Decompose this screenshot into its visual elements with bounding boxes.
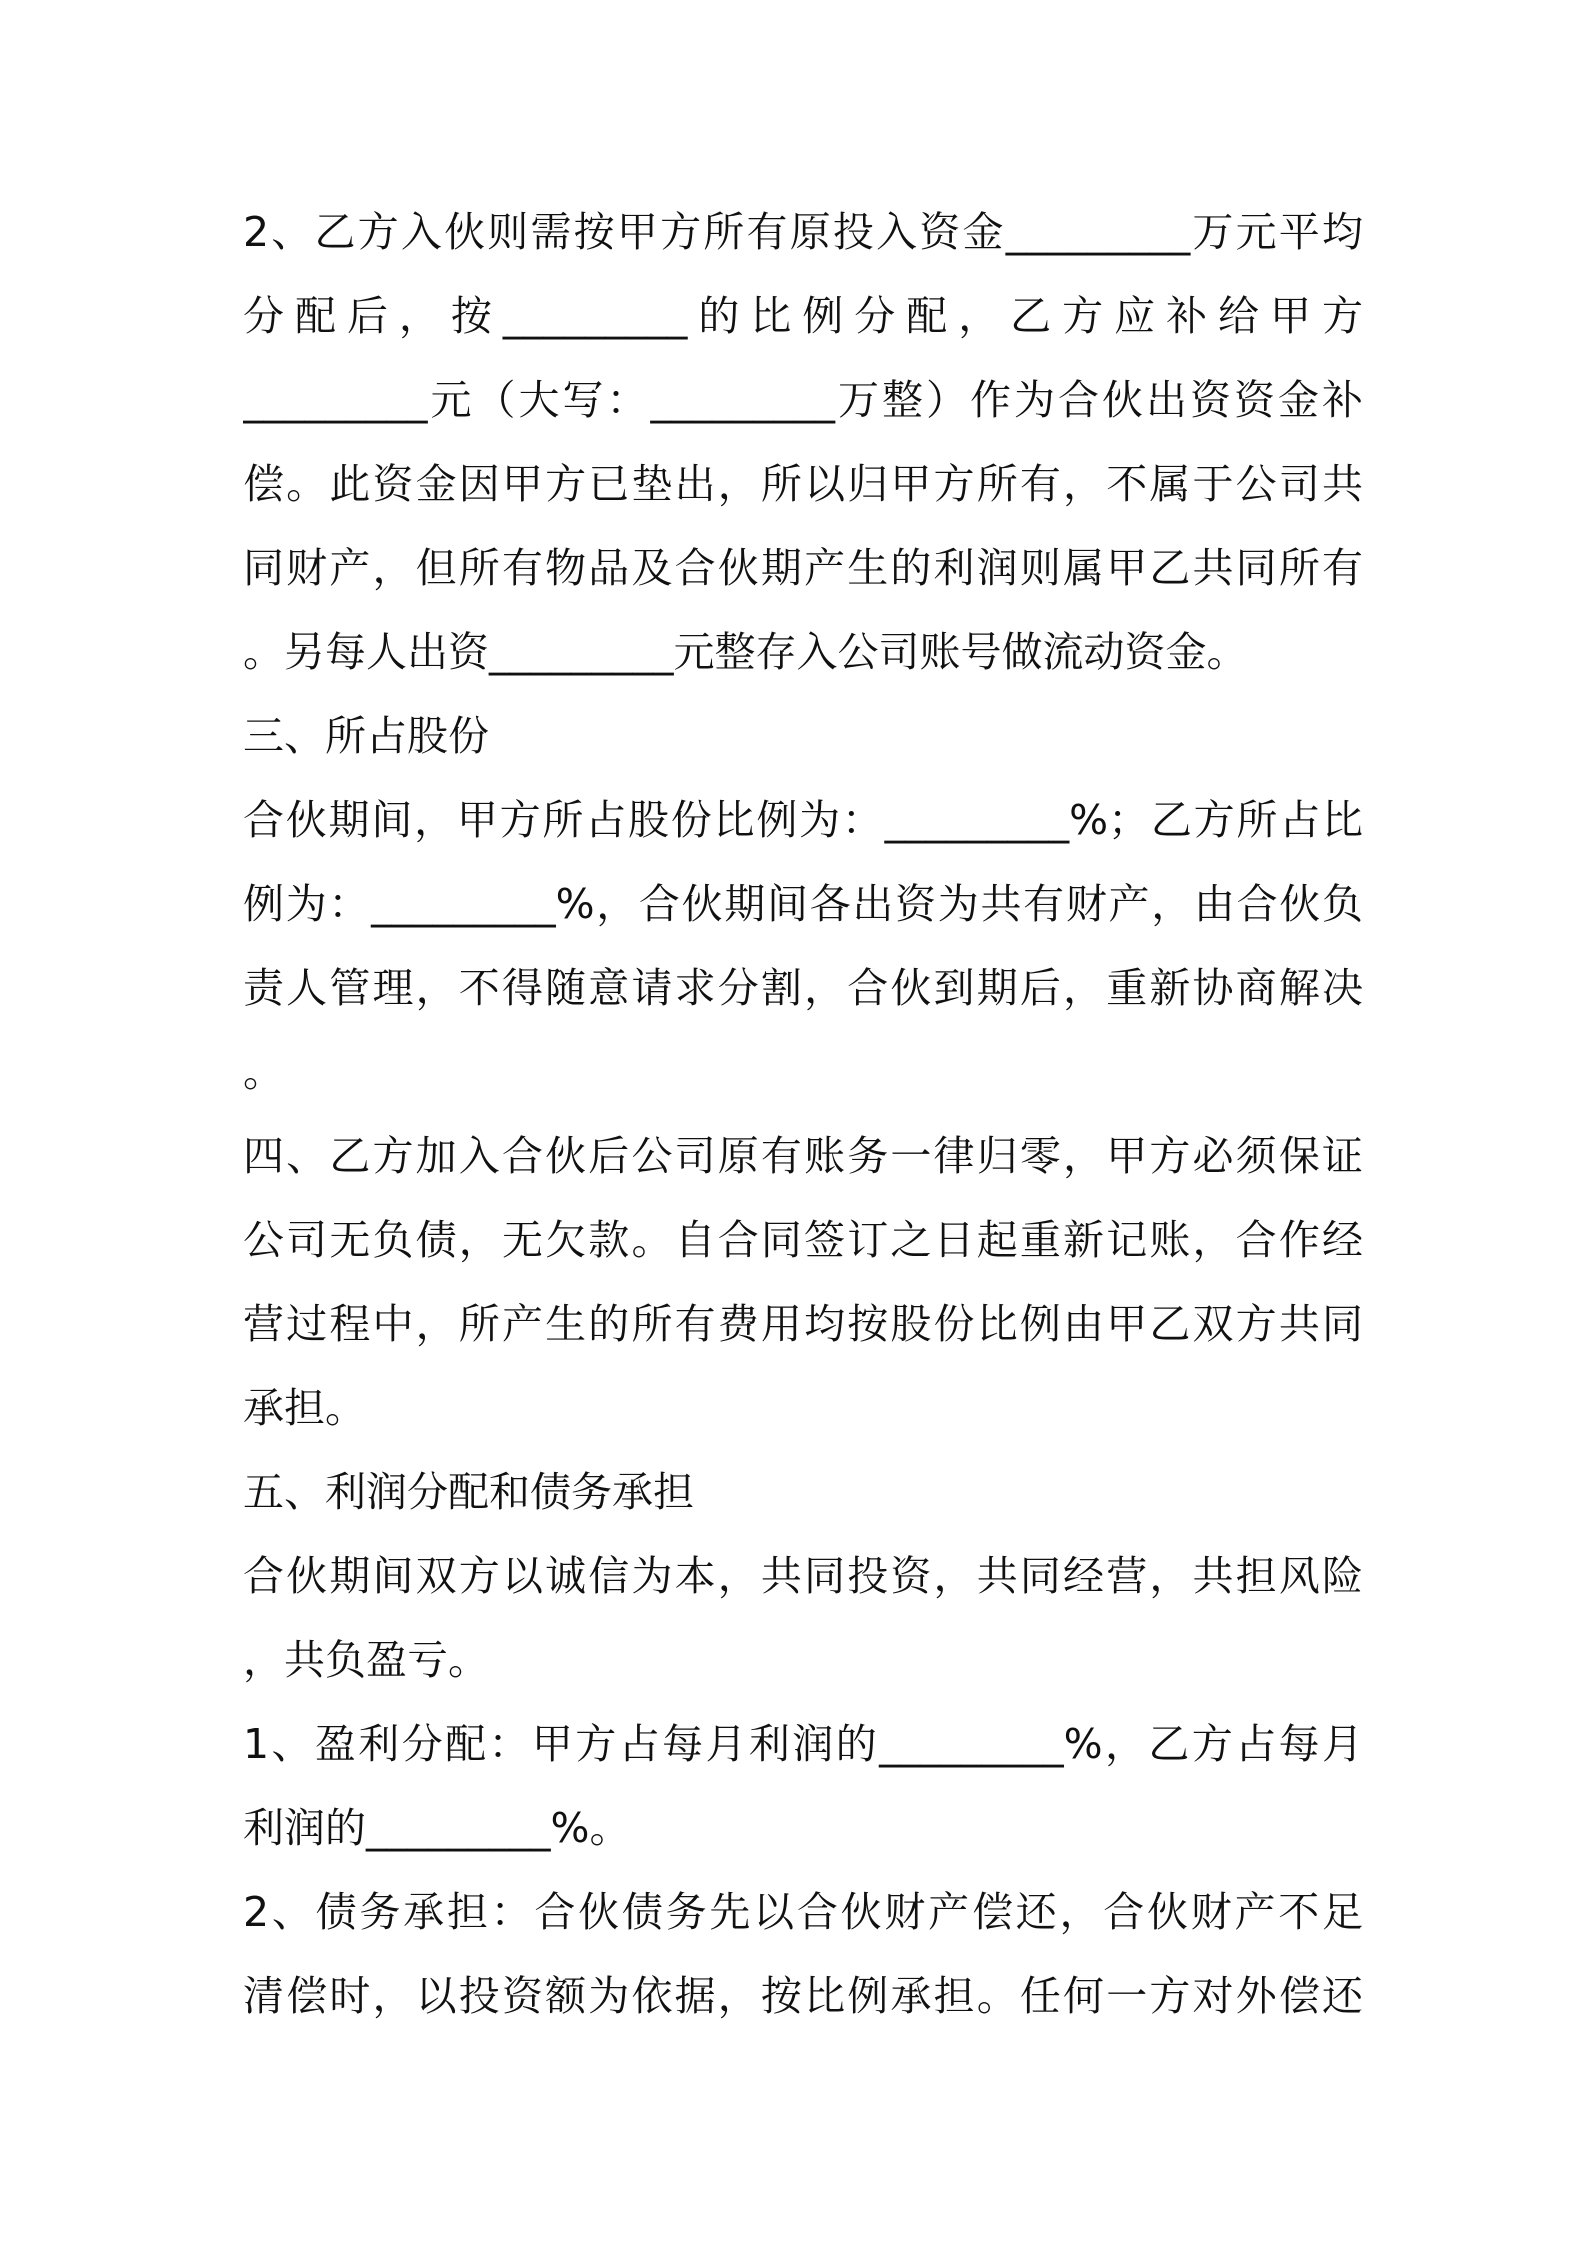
section-heading: 三、所占股份 (243, 712, 489, 760)
text-line: 1、盈利分配：甲方占每月利润的_________%，乙方占每月 (243, 1720, 1363, 1768)
text-line: 责人管理，不得随意请求分割，合伙到期后，重新协商解决 (243, 964, 1363, 1012)
text-line: 2、乙方入伙则需按甲方所有原投入资金_________万元平均 (243, 208, 1363, 256)
text-line: ，共负盈亏。 (243, 1636, 489, 1684)
section-heading: 五、利润分配和债务承担 (243, 1468, 694, 1516)
text-line: _________元（大写：_________万整）作为合伙出资资金补 (243, 376, 1363, 424)
text-line: 分配后，按_________的比例分配，乙方应补给甲方 (243, 292, 1363, 340)
text-line: 2、债务承担：合伙债务先以合伙财产偿还，合伙财产不足 (243, 1888, 1363, 1936)
text-line: 利润的_________%。 (243, 1804, 631, 1852)
text-line: 例为：_________%，合伙期间各出资为共有财产，由合伙负 (243, 880, 1363, 928)
text-line: 四、乙方加入合伙后公司原有账务一律归零，甲方必须保证 (243, 1132, 1363, 1180)
text-line: 合伙期间双方以诚信为本，共同投资，共同经营，共担风险 (243, 1552, 1363, 1600)
text-line: 承担。 (243, 1384, 366, 1432)
text-line: 公司无负债，无欠款。自合同签订之日起重新记账，合作经 (243, 1216, 1363, 1264)
text-line: 合伙期间，甲方所占股份比例为：_________%；乙方所占比 (243, 796, 1363, 844)
text-line: 。另每人出资_________元整存入公司账号做流动资金。 (243, 628, 1248, 676)
text-line: 。 (243, 1048, 284, 1096)
text-line: 同财产，但所有物品及合伙期产生的利润则属甲乙共同所有 (243, 544, 1363, 592)
text-line: 偿。此资金因甲方已垫出，所以归甲方所有，不属于公司共 (243, 460, 1363, 508)
text-line: 营过程中，所产生的所有费用均按股份比例由甲乙双方共同 (243, 1300, 1363, 1348)
text-line: 清偿时，以投资额为依据，按比例承担。任何一方对外偿还 (243, 1972, 1363, 2020)
